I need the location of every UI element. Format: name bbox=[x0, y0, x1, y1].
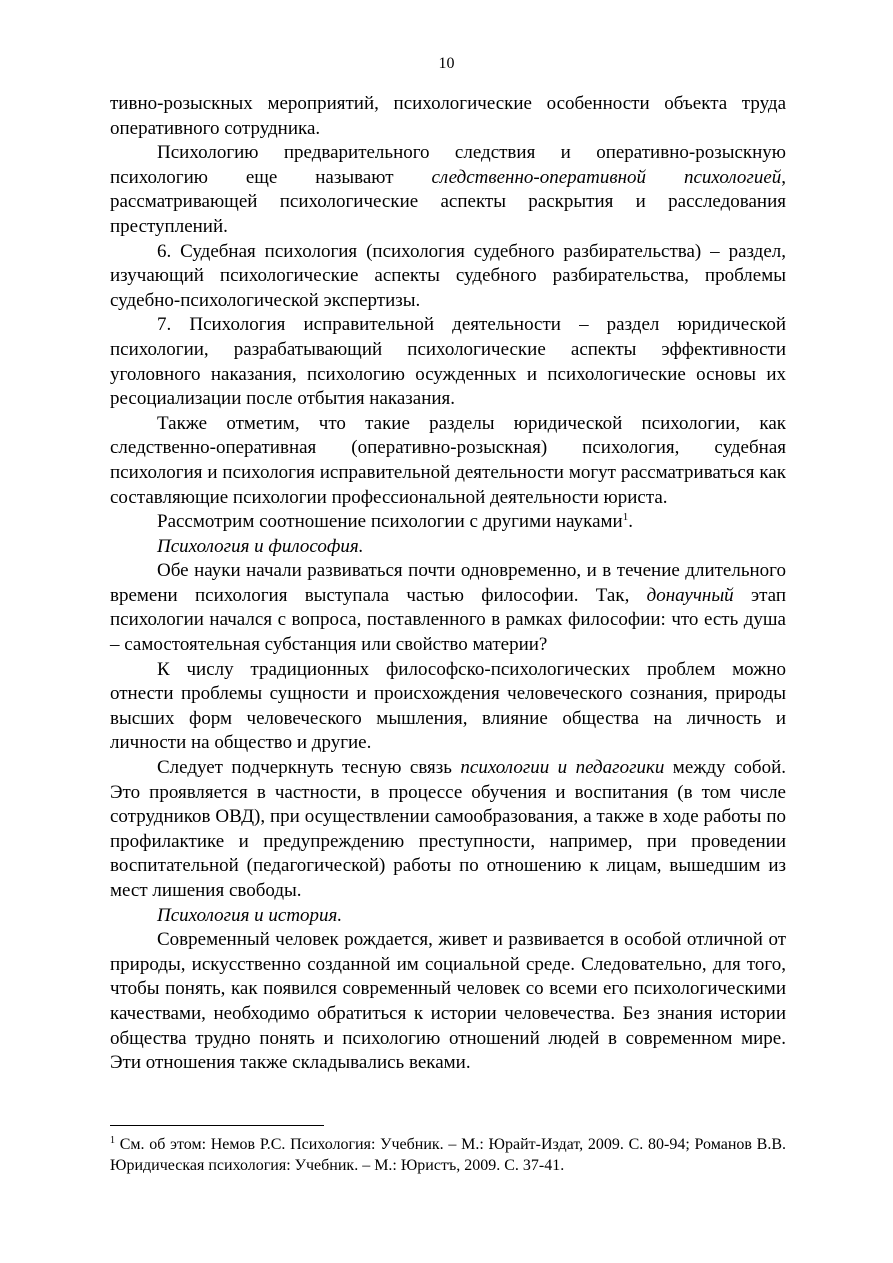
text-run: , рассматривающей психологические аспекты раскрытия и расследования преступлений. bbox=[110, 166, 787, 237]
text-run: . bbox=[628, 511, 633, 533]
body-text bbox=[110, 92, 786, 1076]
footnote-marker: 1 bbox=[110, 1135, 115, 1146]
footnote-reference[interactable]: 1 bbox=[622, 511, 629, 524]
text-run: этап психологии начался с вопроса, поставленного в рамках философии: что есть душа – самостоятельная субстанция или свойство материи? bbox=[110, 584, 786, 656]
paragraph-continued: тивно-розыскных мероприятий, психологические особенности объекта труда оперативного сотрудника. bbox=[110, 93, 786, 139]
paragraph-pedagogy bbox=[110, 756, 786, 904]
paragraph-philosophy bbox=[110, 559, 786, 657]
paragraph-correctional-psychology: 7. Психология исправительной деятельности – раздел юридической психологии, разрабатывающий психологические аспекты эффективности уголовного наказания, психологию осужденных и психологические основы их ресоциализации после отбытия наказания. bbox=[110, 314, 786, 410]
paragraph-relations-intro bbox=[110, 510, 786, 535]
paragraph-investigation-psychology bbox=[110, 141, 786, 239]
paragraph-history: Современный человек рождается, живет и развивается в особой отличной от природы, искусственно созданной им социальной среде. Следовательно, для того, чтобы понять, как появился современный человек со всеми его психологическими качествами, необходимо обратиться к истории человечества. Без знания истории общества трудно понять и психологию отношений людей в современном мире. Эти отношения также складывались веками. bbox=[110, 929, 786, 1074]
text-run: Следует подчеркнуть тесную связь bbox=[157, 757, 461, 779]
section-heading-philosophy: Психология и философия. bbox=[157, 535, 364, 557]
footnote-text: См. об этом: Немов Р.С. Психология: Учебник. – М.: Юрайт-Издат, 2009. С. 80-94; Романов В.В. Юридическая психология: Учебник. – М.: Юристъ, 2009. С. 37-41. bbox=[110, 1136, 786, 1174]
footnotes bbox=[110, 1134, 786, 1176]
paragraph-judicial-psychology: 6. Судебная психология (психология судебного разбирательства) – раздел, изучающий психологические аспекты судебного разбирательства, проблемы судебно-психологической экспертизы. bbox=[110, 240, 786, 311]
footnote-item bbox=[110, 1134, 786, 1176]
text-run: Обе науки начали развиваться почти одновременно, и в течение длительного времени психология выступала частью философии. Так, bbox=[110, 560, 786, 606]
section-heading-history: Психология и история. bbox=[157, 904, 343, 926]
text-run: Рассмотрим соотношение психологии с другими науками bbox=[157, 511, 623, 533]
text-run: между собой. Это проявляется в частности, в процессе обучения и воспитания (в том числе сотрудников ОВД), при осуществлении самообразования, а также в ходе работы по профилактике и предупреждению преступности, например, при проведении воспитательной (педагогической) работы по отношению к лицам, вышедшим из мест лишения свободы. bbox=[110, 757, 786, 901]
page-number: 10 bbox=[438, 55, 455, 72]
paragraph-philosophy-problems: К числу традиционных философско-психологических проблем можно отнести проблемы сущности и происхождения человеческого сознания, природы высших форм человеческого мышления, влияние общества на личность и личности на общество и другие. bbox=[110, 658, 786, 754]
emphasis-term: донаучный bbox=[646, 584, 734, 606]
text-run: Психологию предварительного следствия и оперативно-розыскную психологию еще называют bbox=[110, 142, 786, 188]
emphasis-term: следственно-оперативной психологией bbox=[431, 166, 782, 188]
emphasis-term: психологии и педагогики bbox=[460, 757, 665, 779]
footnote-divider bbox=[110, 1125, 324, 1126]
paragraph-summary: Также отметим, что такие разделы юридической психологии, как следственно-оперативная (оперативно-розыскная) психология, судебная психология и психология исправительной деятельности могут рассматриваться как составляющие психологии профессиональной деятельности юриста. bbox=[110, 412, 786, 508]
